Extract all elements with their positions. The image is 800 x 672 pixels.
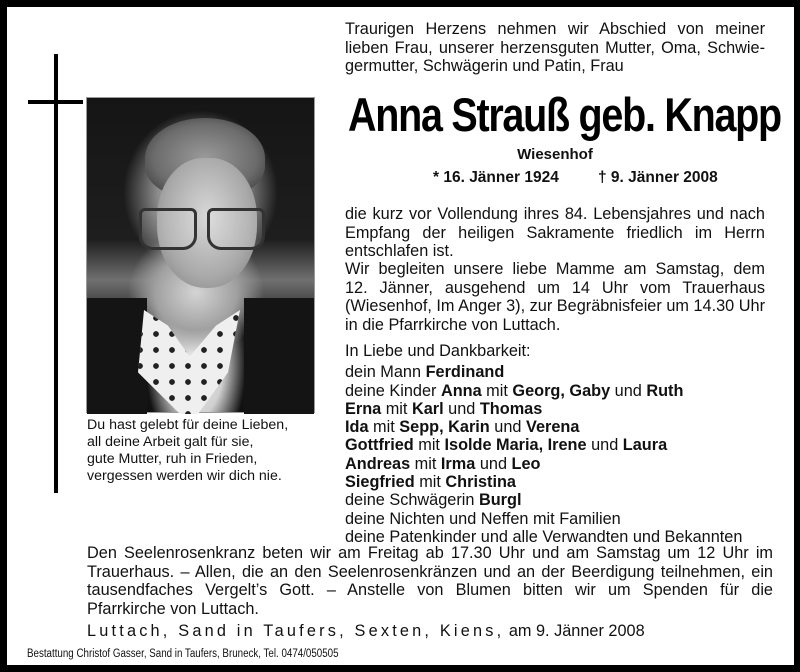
family-relation-text: und bbox=[610, 381, 647, 400]
family-member-name: Andreas bbox=[345, 454, 411, 473]
paragraph-line: 12. Jänner, ausgehend um 14 Uhr vom Trauerhaus bbox=[345, 278, 765, 297]
family-member-name: Georg, Gaby bbox=[512, 381, 611, 400]
family-relation-text: mit bbox=[368, 418, 400, 437]
photo-jacket-right bbox=[244, 298, 314, 414]
family-member-name: Ferdinand bbox=[425, 363, 505, 382]
family-relation-text: und bbox=[443, 399, 480, 418]
family-relation-text: deine Nichten und Neffen mit Familien bbox=[345, 509, 621, 528]
family-member-line bbox=[345, 473, 785, 491]
memorial-poem bbox=[87, 417, 317, 485]
family-relation-text: und bbox=[475, 454, 512, 473]
place-and-date bbox=[87, 621, 645, 641]
paragraph-line: tausendfaches Vergelt’s Gott. – Anstelle von Blumen bitten wir um Spenden für die bbox=[87, 581, 773, 599]
deceased-name: Anna Strauß geb. Knapp bbox=[348, 88, 781, 141]
rosary-paragraph bbox=[87, 544, 773, 618]
paragraph-line: (Wiesenhof, Im Anger 3), zur Begräbnisfeier um 14.30 Uhr bbox=[345, 297, 765, 315]
paragraph-line: Empfang der heiligen Sakramente friedlich im Herrn bbox=[345, 223, 765, 242]
family-member-line bbox=[345, 400, 785, 418]
paragraph-line: die kurz vor Vollendung ihres 84. Lebensjahres und nach bbox=[345, 205, 765, 223]
family-relation-text: dein Mann bbox=[345, 363, 426, 382]
family-list bbox=[345, 342, 785, 546]
family-member-name: Isolde Maria, Irene bbox=[444, 436, 587, 455]
paragraph-line: Pfarrkirche von Luttach. bbox=[87, 599, 259, 618]
undertaker-credit: Bestattung Christof Gasser, Sand in Taufers, Bruneck, Tel. 0474/050505 bbox=[27, 648, 339, 660]
family-member-name: Burgl bbox=[478, 491, 522, 510]
family-member-line bbox=[345, 491, 785, 509]
paragraph-line: Trauerhaus. – Allen, die an den Seelenrosenkränzen und an der Beerdigung teilnehmen, ein bbox=[87, 562, 773, 581]
family-member-name: Sepp, Karin bbox=[399, 418, 490, 437]
funeral-paragraph bbox=[345, 260, 765, 334]
family-member-name: Siegfried bbox=[345, 473, 415, 492]
poem-line: gute Mutter, ruh in Frieden, bbox=[87, 451, 258, 467]
poem-line: all deine Arbeit galt für sie, bbox=[87, 434, 254, 450]
family-member-name: Erna bbox=[345, 399, 382, 418]
obituary-notice bbox=[7, 7, 794, 665]
family-member-line bbox=[345, 455, 785, 473]
family-relation-text: deine Patenkinder und alle Verwandten und Bekannten bbox=[345, 527, 743, 546]
family-relation-text: und bbox=[489, 418, 526, 437]
notice-date: am 9. Jänner 2008 bbox=[504, 622, 645, 640]
family-member-name: Irma bbox=[440, 454, 476, 473]
family-member-line bbox=[345, 363, 785, 381]
photo-collar bbox=[132, 310, 252, 414]
family-heading: In Liebe und Dankbarkeit: bbox=[345, 342, 531, 360]
paragraph-line: entschlafen ist. bbox=[345, 242, 454, 260]
family-member-name: Karl bbox=[411, 399, 444, 418]
paragraph-line: in die Pfarrkirche von Luttach. bbox=[345, 315, 561, 334]
family-member-line bbox=[345, 382, 785, 400]
cross-icon-horizontal bbox=[28, 100, 83, 104]
family-relation-text: mit bbox=[410, 454, 441, 473]
death-date: † 9. Jänner 2008 bbox=[598, 169, 718, 186]
family-member-name: Thomas bbox=[479, 399, 543, 418]
family-member-name: Anna bbox=[440, 381, 482, 400]
family-relation-text: mit bbox=[481, 381, 513, 400]
family-member-name: Ida bbox=[345, 418, 369, 437]
photo-jacket-left bbox=[87, 298, 147, 414]
family-relation-text: mit bbox=[381, 399, 412, 418]
portrait-photo bbox=[86, 97, 315, 413]
deceased-home: Wiesenhof bbox=[517, 146, 593, 163]
family-member-line bbox=[345, 510, 785, 528]
family-member-line bbox=[345, 436, 785, 454]
family-member-line bbox=[345, 418, 785, 436]
photo-glasses bbox=[139, 208, 264, 248]
family-relation-text: und bbox=[586, 436, 623, 455]
family-member-name: Leo bbox=[511, 454, 541, 473]
paragraph-line: Den Seelenrosenkranz beten wir am Freitag ab 17.30 Uhr und am Samstag um 12 Uhr im bbox=[87, 544, 773, 562]
family-relation-text: deine Schwägerin bbox=[345, 491, 479, 510]
family-relation-text: deine Kinder bbox=[345, 381, 441, 400]
family-member-name: Ruth bbox=[646, 381, 684, 400]
cross-icon-vertical bbox=[54, 54, 58, 493]
intro-text bbox=[345, 20, 765, 76]
intro-line: germutter, Schwägerin und Patin, Frau bbox=[345, 57, 624, 75]
family-relation-text: mit bbox=[414, 473, 446, 492]
intro-line: Traurigen Herzens nehmen wir Abschied von meiner bbox=[345, 20, 765, 38]
places: Luttach, Sand in Taufers, Sexten, Kiens, bbox=[87, 622, 505, 640]
family-member-name: Verena bbox=[525, 418, 580, 437]
family-relation-text: mit bbox=[413, 436, 445, 455]
poem-line: Du hast gelebt für deine Lieben, bbox=[87, 417, 289, 433]
death-paragraph bbox=[345, 205, 765, 261]
paragraph-line: Wir begleiten unsere liebe Mamme am Samstag, dem bbox=[345, 260, 765, 278]
family-member-name: Laura bbox=[622, 436, 668, 455]
intro-line: lieben Frau, unserer herzensguten Mutter, Oma, Schwie- bbox=[345, 38, 765, 57]
poem-line: vergessen werden wir dich nie. bbox=[87, 468, 282, 484]
family-member-name: Christina bbox=[445, 473, 516, 492]
birth-date: * 16. Jänner 1924 bbox=[433, 169, 559, 186]
family-members bbox=[345, 363, 785, 546]
family-member-name: Gottfried bbox=[345, 436, 414, 455]
